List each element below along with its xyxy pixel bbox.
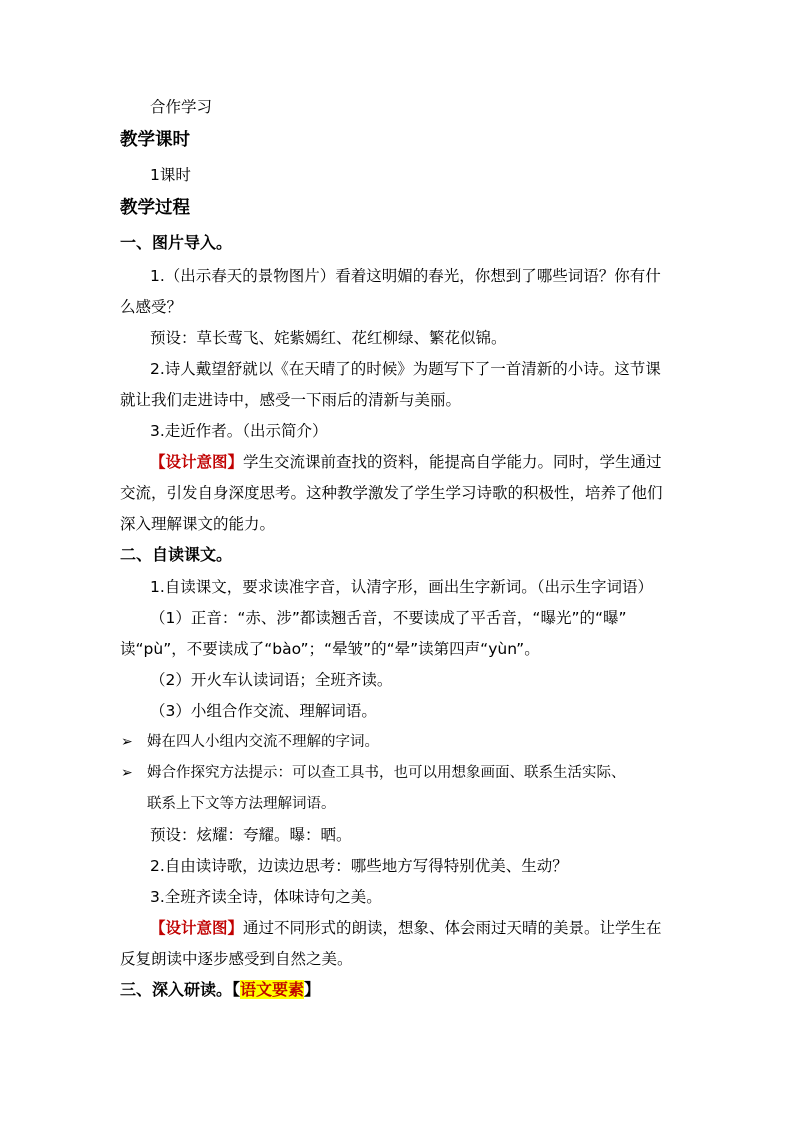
bracket-open: 【 <box>232 980 241 999</box>
text-line: 交流，引发自身深度思考。这种教学激发了学生学习诗歌的积极性，培养了他们 <box>120 484 663 502</box>
text-line: 么感受？ <box>120 298 183 316</box>
arrowhead-bullet-icon: ➢ <box>121 734 133 750</box>
subsection-heading: 一、图片导入。 <box>120 233 233 252</box>
arrowhead-bullet-icon: ➢ <box>121 765 133 781</box>
bullet-text: 姆合作探究方法提示：可以查工具书，也可以用想象画面、联系生活实际、 <box>147 765 626 781</box>
text-line: 预设：炫耀：夸耀。曝：晒。 <box>150 826 352 844</box>
text-line: 1.自读课文，要求读准字音，认清字形，画出生字新词。（出示生字词语） <box>150 578 654 596</box>
text-line: 合作学习 <box>150 98 213 116</box>
text-line: （1）正音：“赤、涉”都读翘舌音，不要读成了平舌音，“曝光”的“曝” <box>150 609 627 627</box>
text-span: 学生交流课前查找的资料，能提高自学能力。同时，学生通过 <box>243 453 662 471</box>
text-line: 1课时 <box>150 166 191 184</box>
bracket-close: 】 <box>304 980 321 999</box>
section-heading: 教学过程 <box>120 198 190 218</box>
section-heading: 教学课时 <box>120 130 190 150</box>
text-line: 读“pù”，不要读成了“bào”；“晕皱”的“晕”读第四声“yùn”。 <box>120 640 540 658</box>
design-intent-tag: 【设计意图】 <box>150 919 244 937</box>
heading-text: 三、深入研读。 <box>120 980 233 999</box>
text-line: 预设：草长莺飞、姹紫嫣红、花红柳绿、繁花似锦。 <box>150 329 507 347</box>
subsection-heading: 二、自读课文。 <box>120 545 233 564</box>
bullet-text: 姆在四人小组内交流不理解的字词。 <box>147 734 379 750</box>
subsection-heading <box>120 979 320 1001</box>
bullet-text: 联系上下文等方法理解词语。 <box>147 796 336 812</box>
language-element-tag: 语文要素 <box>240 980 305 999</box>
text-line: 深入理解课文的能力。 <box>120 515 276 533</box>
text-line <box>150 451 662 473</box>
text-line: 反复朗读中逐步感受到自然之美。 <box>120 950 353 968</box>
text-span: 通过不同形式的朗读，想象、体会雨过天晴的美景。让学生在 <box>243 919 662 937</box>
design-intent-tag: 【设计意图】 <box>150 453 244 471</box>
text-line: 2.自由读诗歌，边读边思考：哪些地方写得特别优美、生动？ <box>150 857 568 875</box>
text-line: 3.全班齐读全诗，体味诗句之美。 <box>150 888 382 906</box>
text-line: （3）小组合作交流、理解词语。 <box>150 702 377 720</box>
text-line: 3.走近作者。（出示简介） <box>150 422 328 440</box>
text-line: 就让我们走进诗中，感受一下雨后的清新与美丽。 <box>120 391 462 409</box>
text-line: （2）开火车认读词语；全班齐读。 <box>150 671 393 689</box>
text-line <box>150 917 662 939</box>
text-line: 2.诗人戴望舒就以《在天晴了的时候》为题写下了一首清新的小诗。这节课 <box>150 360 661 378</box>
text-line: 1.（出示春天的景物图片）看着这明媚的春光，你想到了哪些词语？你有什 <box>150 267 661 285</box>
